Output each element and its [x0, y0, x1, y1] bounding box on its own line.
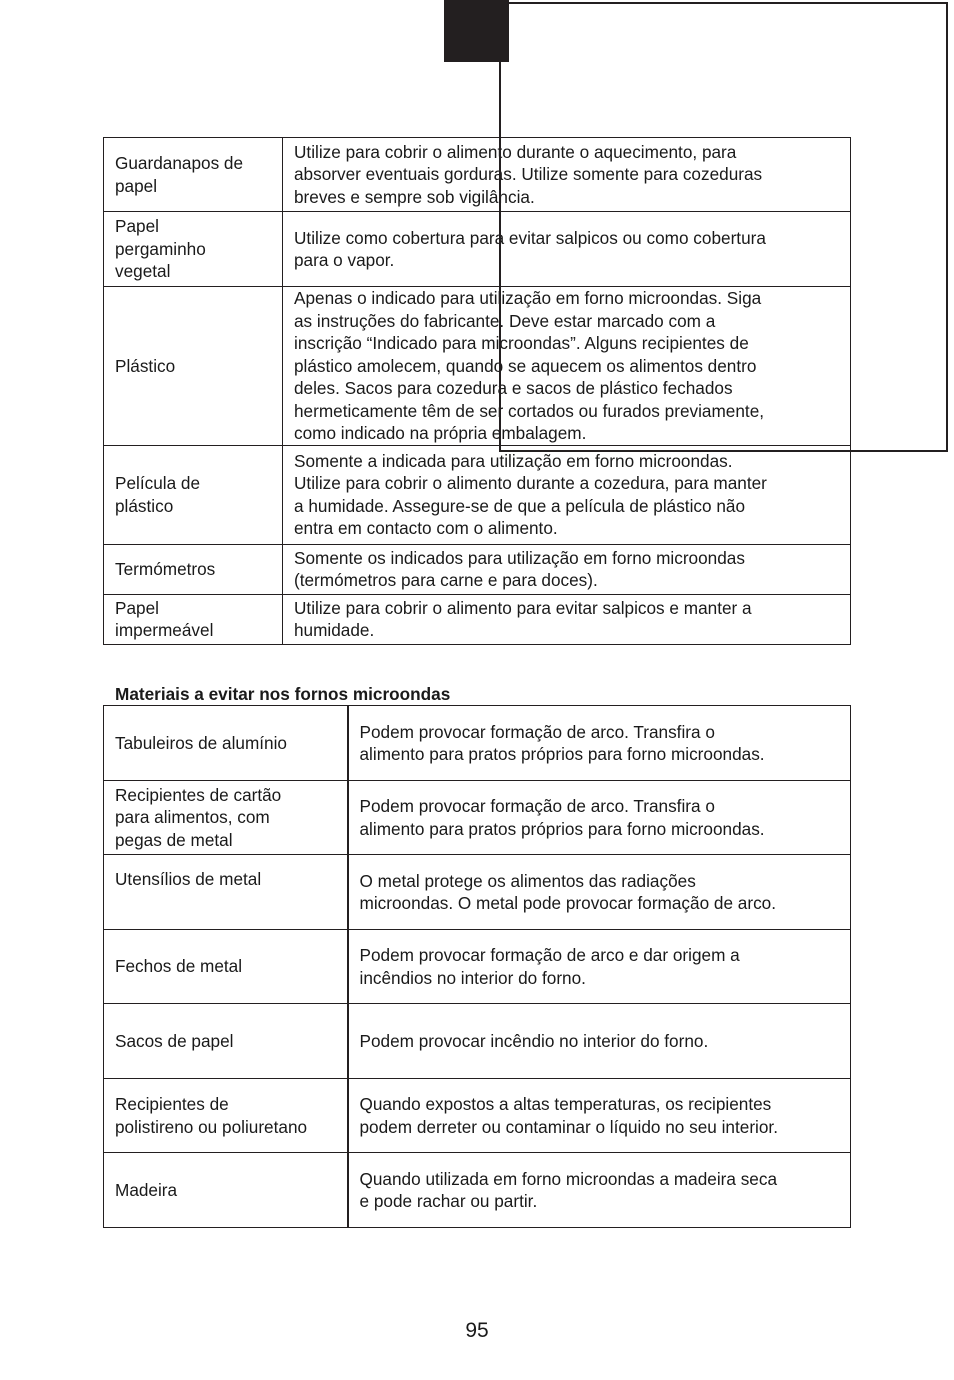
table-row [104, 930, 851, 1004]
description-cell: Quando utilizada em forno microondas a madeira seca e pode rachar ou partir. [348, 1153, 851, 1228]
material-cell: Tabuleiros de alumínio [104, 706, 348, 781]
description-cell: Somente os indicados para utilização em forno microondas (termómetros para carne e para doces). [283, 544, 851, 594]
material-cell: Fechos de metal [104, 930, 348, 1004]
description-cell: Apenas o indicado para utilização em forno microondas. Siga as instruções do fabricante. Deve estar marcado com a inscrição “Indicado para microondas”. Alguns recipientes de plástico amolecem, quando se aquecem os alimentos dentro deles. Sacos para cozedura e sacos de plástico fechados hermeticamente têm de ser cortados ou furados previamente, como indicado na própria embalagem. [283, 287, 851, 446]
description-cell: Utilize como cobertura para evitar salpicos ou como cobertura para o vapor. [283, 212, 851, 287]
description-cell: Utilize para cobrir o alimento durante o aquecimento, para absorver eventuais gorduras. Utilize somente para cozeduras breves e sempre sob vigilância. [283, 138, 851, 212]
table-row [104, 855, 851, 930]
page-number: 95 [465, 1319, 489, 1342]
corner-tab-marker [444, 0, 509, 62]
description-cell: Utilize para cobrir o alimento para evitar salpicos e manter a humidade. [283, 594, 851, 644]
table-row [104, 1004, 851, 1079]
description-cell: O metal protege os alimentos das radiações microondas. O metal pode provocar formação de arco. [348, 855, 851, 930]
table-row [104, 138, 851, 212]
description-cell: Somente a indicada para utilização em forno microondas. Utilize para cobrir o alimento durante a cozedura, para manter a humidade. Assegure-se de que a película de plástico não entra em contacto com o alimento. [283, 445, 851, 544]
description-cell: Podem provocar formação de arco. Transfira o alimento para pratos próprios para forno microondas. [348, 781, 851, 855]
material-cell: Plástico [104, 287, 283, 446]
table-row [104, 1153, 851, 1228]
material-cell: Película de plástico [104, 445, 283, 544]
material-cell: Sacos de papel [104, 1004, 348, 1079]
material-cell: Guardanapos de papel [104, 138, 283, 212]
material-cell: Utensílios de metal [104, 855, 348, 930]
material-cell: Papel impermeável [104, 594, 283, 644]
material-cell: Recipientes de polistireno ou poliuretano [104, 1079, 348, 1153]
materials-to-avoid-table [103, 705, 851, 1228]
table-row [104, 781, 851, 855]
description-cell: Quando expostos a altas temperaturas, os recipientes podem derreter ou contaminar o líquido no seu interior. [348, 1079, 851, 1153]
table-row [104, 544, 851, 594]
description-cell: Podem provocar formação de arco e dar origem a incêndios no interior do forno. [348, 930, 851, 1004]
description-cell: Podem provocar incêndio no interior do forno. [348, 1004, 851, 1079]
compatible-materials-table [103, 137, 851, 645]
table-row [104, 287, 851, 446]
table-row [104, 706, 851, 781]
table-row [104, 445, 851, 544]
material-cell: Recipientes de cartão para alimentos, com pegas de metal [104, 781, 348, 855]
material-cell: Madeira [104, 1153, 348, 1228]
section-heading: Materiais a evitar nos fornos microondas [115, 684, 451, 704]
material-cell: Papel pergaminho vegetal [104, 212, 283, 287]
table-row [104, 594, 851, 644]
table-row [104, 212, 851, 287]
material-cell: Termómetros [104, 544, 283, 594]
table-row [104, 1079, 851, 1153]
description-cell: Podem provocar formação de arco. Transfira o alimento para pratos próprios para forno microondas. [348, 706, 851, 781]
